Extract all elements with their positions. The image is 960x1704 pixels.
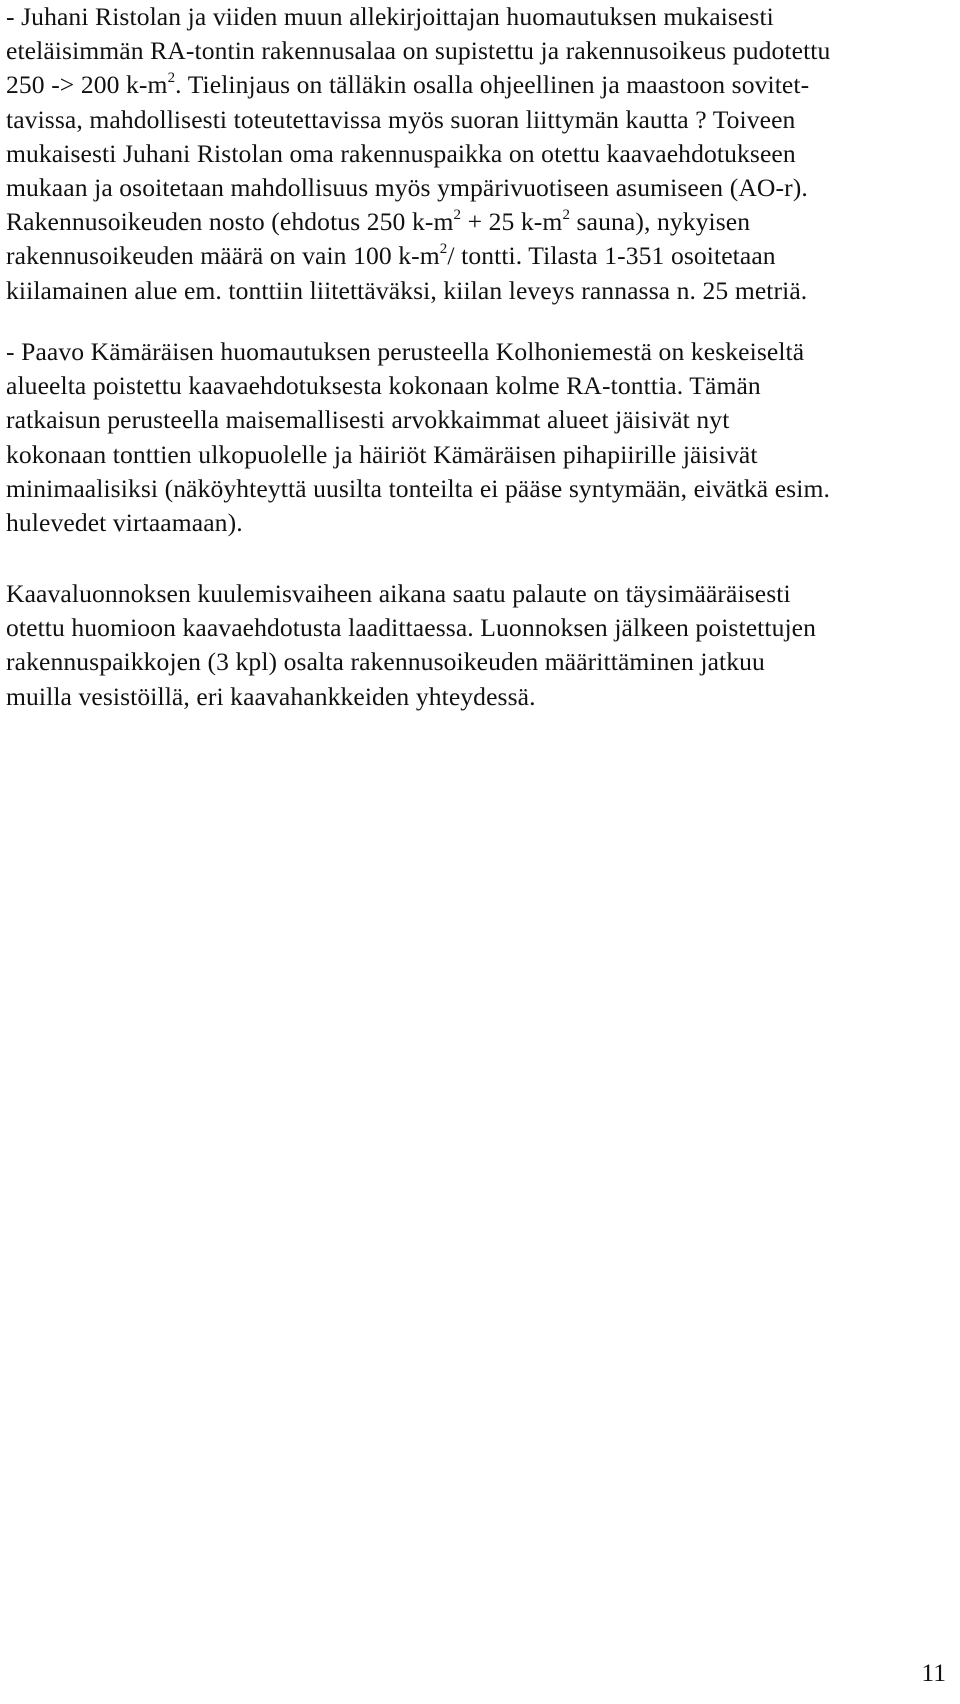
superscript: 2 bbox=[562, 207, 571, 224]
text-line: alueelta poistettu kaavaehdotuksesta kokonaan kolme RA-tonttia. Tämän bbox=[6, 371, 761, 401]
text-run: Rakennusoikeuden nosto (ehdotus 250 k-m bbox=[6, 207, 454, 237]
text-line: ratkaisun perusteella maisemallisesti arvokkaimmat alueet jäisivät nyt bbox=[6, 405, 730, 435]
superscript: 2 bbox=[439, 241, 448, 258]
text-line: Kaavaluonnoksen kuulemisvaiheen aikana saatu palaute on täysimääräisesti bbox=[6, 579, 791, 608]
text-line: tavissa, mahdollisesti toteutettavissa myös suoran liittymän kautta ? Toiveen bbox=[6, 104, 796, 134]
text-line: minimaalisiksi (näköyhteyttä uusilta tonteilta ei pääse syntymään, eivätkä esim. bbox=[6, 473, 830, 503]
text-line: mukaisesti Juhani Ristolan oma rakennuspaikka on otettu kaavaehdotukseen bbox=[6, 138, 796, 168]
text-line: eteläisimmän RA-tontin rakennusalaa on supistettu ja rakennusoikeus pudotettu bbox=[6, 36, 831, 66]
text-run: / tontti. Tilasta 1-351 osoitetaan bbox=[447, 241, 776, 271]
text-line bbox=[6, 239, 830, 273]
superscript: 2 bbox=[453, 207, 462, 224]
text-line: - Paavo Kämäräisen huomautuksen perusteella Kolhoniemestä on keskeiseltä bbox=[6, 337, 805, 366]
text-line: kiilamainen alue em. tonttiin liitettäväksi, kiilan leveys rannassa n. 25 metriä. bbox=[6, 275, 808, 305]
text-line bbox=[6, 68, 830, 102]
text-line: - Juhani Ristolan ja viiden muun allekirjoittajan huomautuksen mukaisesti bbox=[6, 2, 774, 31]
text-run: sauna), nykyisen bbox=[570, 207, 751, 237]
paragraph-consultation-summary bbox=[6, 577, 816, 714]
text-line: muilla vesistöillä, eri kaavahankkeiden yhteydessä. bbox=[6, 681, 536, 711]
text-run: + 25 k-m bbox=[461, 207, 563, 237]
text-run: . Tielinjaus on tälläkin osalla ohjeellinen ja maastoon sovitet- bbox=[175, 70, 810, 100]
text-line bbox=[6, 205, 830, 239]
text-line: rakennuspaikkojen (3 kpl) osalta rakennusoikeuden määrittäminen jatkuu bbox=[6, 647, 765, 677]
text-line: mukaan ja osoitetaan mahdollisuus myös ympärivuotiseen asumiseen (AO-r). bbox=[6, 173, 808, 203]
paragraph-kamarainen-remarks bbox=[6, 335, 830, 540]
page-number: 11 bbox=[921, 1658, 946, 1687]
superscript: 2 bbox=[167, 70, 176, 87]
paragraph-ristola-remarks bbox=[6, 0, 830, 308]
text-line: kokonaan tonttien ulkopuolelle ja häiriöt Kämäräisen pihapiirille jäisivät bbox=[6, 439, 758, 469]
text-run: rakennusoikeuden määrä on vain 100 k-m bbox=[6, 241, 440, 271]
text-line: otettu huomioon kaavaehdotusta laadittaessa. Luonnoksen jälkeen poistettujen bbox=[6, 613, 817, 643]
text-run: 250 -> 200 k-m bbox=[6, 70, 168, 100]
text-line: hulevedet virtaamaan). bbox=[6, 508, 243, 538]
